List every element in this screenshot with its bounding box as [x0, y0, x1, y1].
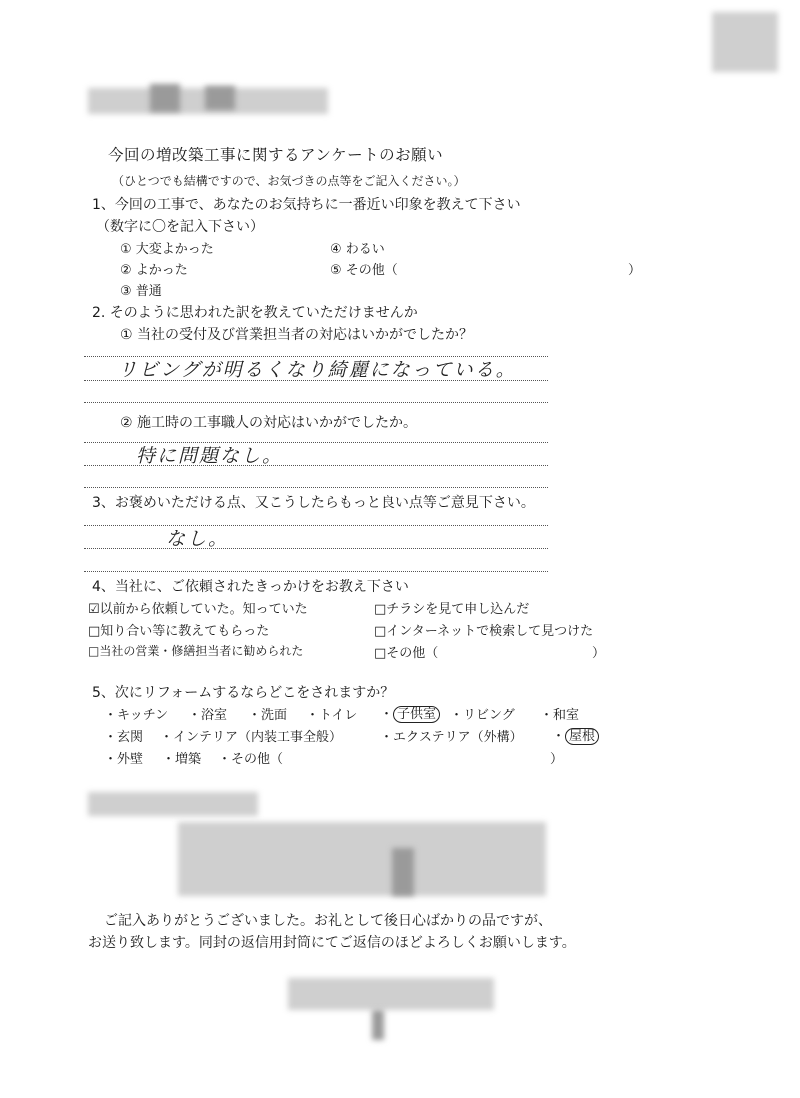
q5-interior: ・インテリア（内装工事全般）	[160, 730, 343, 745]
answer-line	[84, 571, 548, 572]
answer-line	[84, 548, 548, 549]
circled-answer: 子供室	[393, 706, 440, 723]
q4-option-6: □ その他（	[374, 642, 438, 661]
answer-line	[84, 487, 548, 488]
redacted-address-block	[178, 822, 546, 896]
survey-title: 今回の増改築工事に関するアンケートのお願い	[108, 146, 444, 164]
q5-kids-room: ・ 子供室	[380, 703, 440, 722]
q3-question: 3、お褒めいただける点、又こうしたらもっと良い点等ご意見下さい。	[92, 495, 535, 511]
survey-subtitle: （ひとつでも結構ですので、お気づきの点等をご記入ください。）	[112, 174, 466, 188]
q5-exterior: ・エクステリア（外構）	[380, 730, 523, 745]
q5-roof: ・ 屋根	[552, 725, 599, 744]
q5-other: ・その他（	[218, 752, 284, 767]
q1-option-5: ⑤ その他（	[330, 263, 398, 278]
q5-other-close: ）	[550, 752, 564, 767]
q1-option-5-close: ）	[628, 263, 642, 278]
q3-answer-handwriting: なし。	[166, 528, 230, 550]
q2-sub2: ② 施工時の工事職人の対応はいかがでしたか。	[120, 415, 417, 431]
q5-living: ・リビング	[450, 708, 515, 723]
q2-sub1: ① 当社の受付及び営業担当者の対応はいかがでしたか？	[120, 327, 473, 343]
q4-option-2: □ チラシを見て申し込んだ	[374, 598, 529, 617]
redacted-name-block	[88, 792, 258, 816]
q5-bath: ・浴室	[188, 708, 228, 723]
q5-question: 5、次にリフォームするならどこをされますか？	[92, 685, 395, 701]
closing-line-2: お送り致します。同封の返信用封筒にてご返信のほどよろしくお願いします。	[88, 935, 576, 951]
q5-extension: ・増築	[162, 752, 202, 767]
q5-entrance: ・玄関	[104, 730, 144, 745]
q2-answer2-handwriting: 特に問題なし。	[136, 445, 284, 467]
q4-option-4: □ インターネットで検索して見つけた	[374, 620, 593, 639]
q2-answer1-handwriting: リビングが明るくなり綺麗になっている。	[118, 359, 517, 381]
redacted-address-mark	[392, 848, 414, 896]
checked-checkbox: ☑	[88, 602, 100, 617]
q1-option-2: ② よかった	[120, 263, 188, 278]
q5-kitchen: ・キッチン	[104, 708, 169, 723]
q4-option-5: □ 当社の営業・修繕担当者に勧められた	[88, 642, 303, 659]
q4-question: 4、当社に、ご依頼されたきっかけをお教え下さい	[92, 579, 409, 595]
q4-option-6-close: ）	[592, 646, 606, 661]
q1-question: 1、今回の工事で、あなたのお気持ちに一番近い印象を教えて下さい	[92, 197, 521, 213]
q5-toilet: ・トイレ	[306, 708, 358, 723]
closing-line-1: ご記入ありがとうございました。お礼として後日心ばかりの品ですが、	[104, 913, 552, 929]
q5-outer-wall: ・外壁	[104, 752, 144, 767]
answer-line	[84, 525, 548, 526]
redacted-footer-mark	[372, 1010, 384, 1040]
q1-instruction: （数字に〇を記入下さい）	[96, 219, 264, 235]
q5-japanese-room: ・和室	[540, 708, 580, 723]
redacted-corner	[712, 12, 778, 72]
q4-option-1: ☑以前から依頼していた。知っていた	[88, 602, 308, 617]
q1-option-3: ③ 普通	[120, 284, 162, 299]
circled-answer: 屋根	[565, 728, 599, 745]
redacted-header-mark	[150, 84, 180, 112]
redacted-footer-block	[288, 978, 494, 1010]
q5-washroom: ・洗面	[248, 708, 288, 723]
q2-question: 2. そのように思われた訳を教えていただけませんか	[92, 305, 418, 321]
q4-option-3: □ 知り合い等に教えてもらった	[88, 620, 269, 639]
answer-line	[84, 402, 548, 403]
redacted-header-mark2	[205, 86, 235, 110]
q1-option-4: ④ わるい	[330, 242, 385, 257]
q1-option-1: ① 大変よかった	[120, 242, 214, 257]
